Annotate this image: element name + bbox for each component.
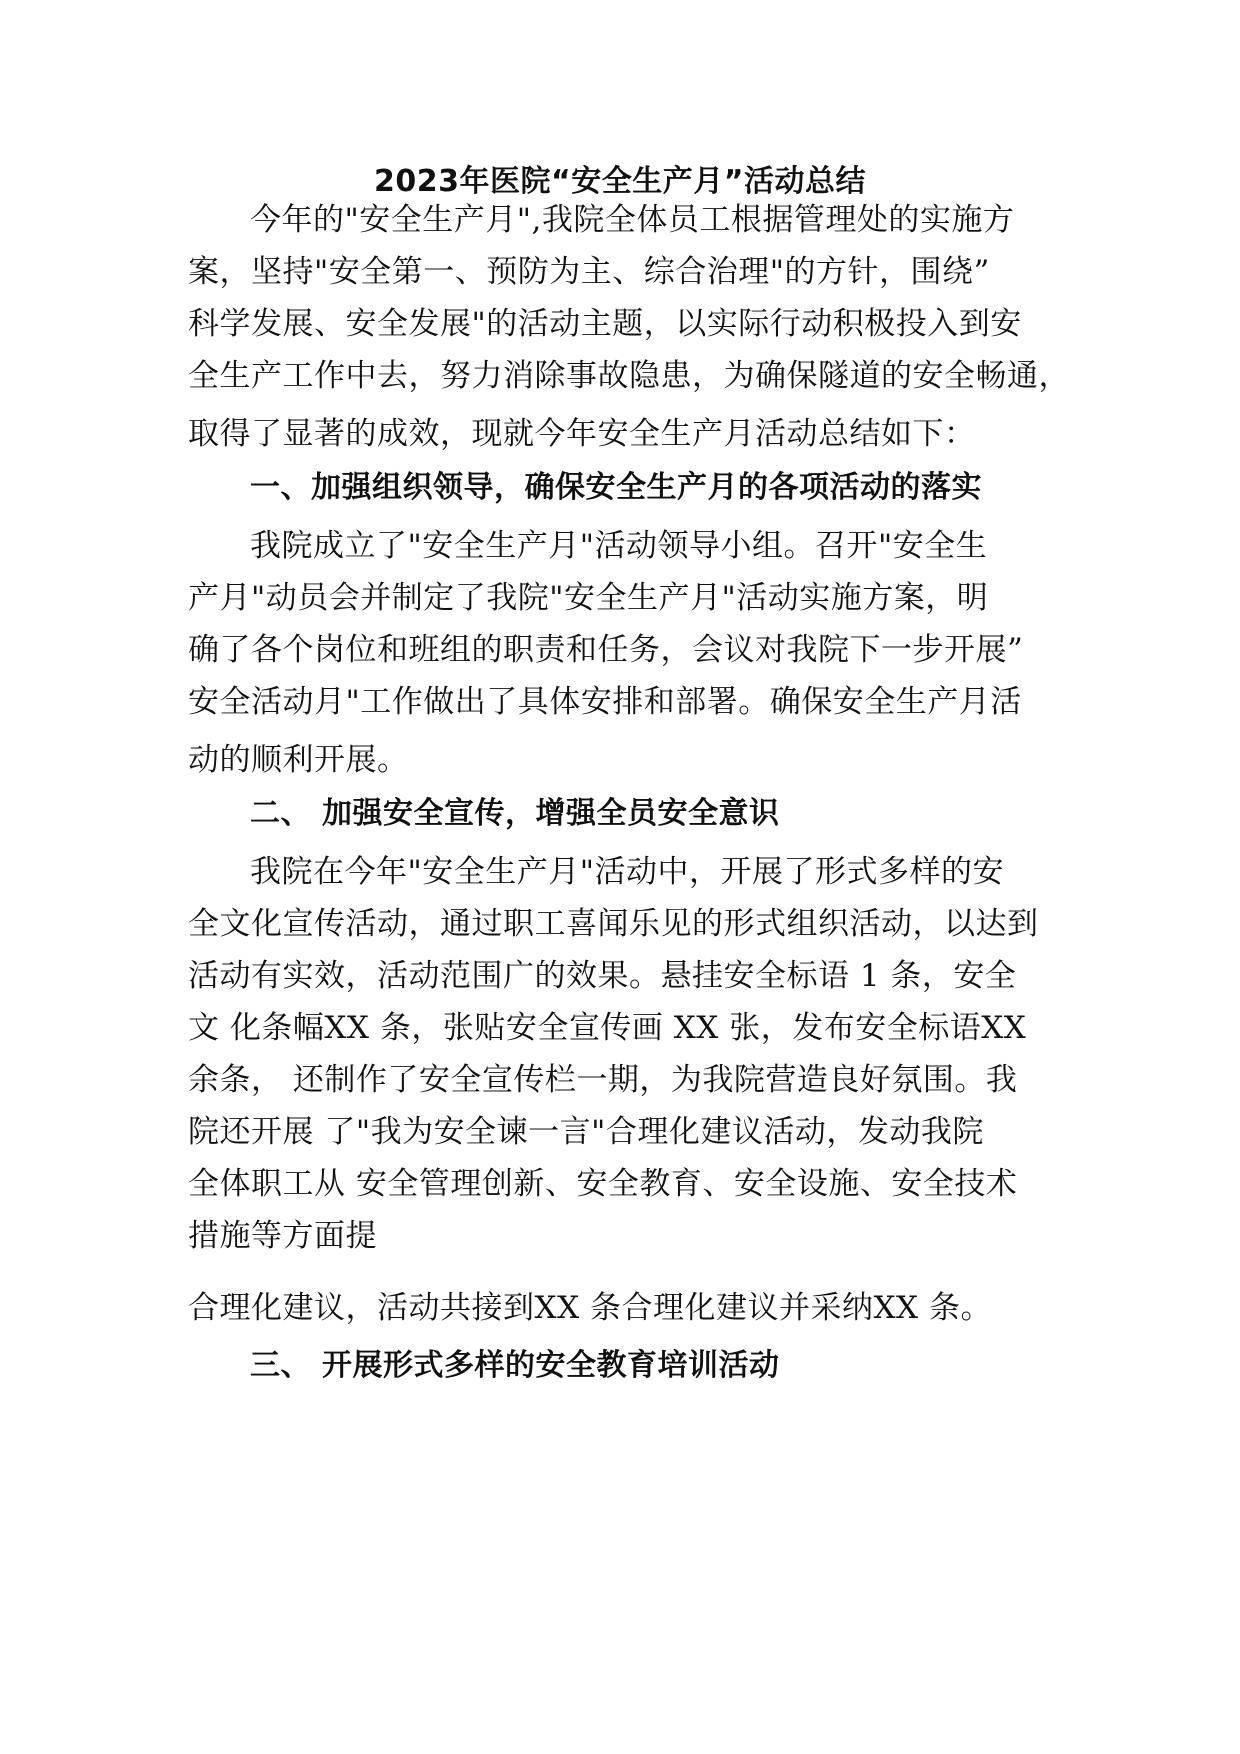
section-2-line-7: 全体职工从 安全管理创新、安全教育、安全设施、安全技术 [188,1166,1018,1202]
section-1-line-1: 我院成立了"安全生产月"活动领导小组。召开"安全生 [250,528,988,564]
intro-line-2: 案，坚持"安全第一、预防为主、综合治理"的方针，围绕” [188,254,990,290]
section-1-line-4: 安全活动月"工作做出了具体安排和部署。确保安全生产月活 [188,684,1022,720]
section-2-line-5: 余条， 还制作了安全宣传栏一期，为我院营造良好氛围。我 [188,1062,1018,1098]
document-title: 2023年医院“安全生产月”活动总结 [374,164,866,199]
intro-line-5: 取得了显著的成效，现就今年安全生产月活动总结如下： [188,416,976,452]
section-2-line-2: 全文化宣传活动，通过职工喜闻乐见的形式组织活动，以达到 [188,906,1039,942]
section-1-line-3: 确了各个岗位和班组的职责和任务，会议对我院下一步开展” [188,632,1024,668]
intro-line-4: 全生产工作中去，努力消除事故隐患，为确保隧道的安全畅通， [188,358,1070,394]
intro-line-3: 科学发展、安全发展"的活动主题，以实际行动积极投入到安 [188,306,1022,342]
section-2-heading: 二、 加强安全宣传，增强全员安全意识 [250,796,780,831]
section-2-line-1: 我院在今年"安全生产月"活动中，开展了形式多样的安 [250,854,1005,890]
section-2-line-8: 措施等方面提 [188,1218,377,1254]
intro-line-1: 今年的"安全生产月",我院全体员工根据管理处的实施方 [250,202,1015,238]
section-2-line-4: 文 化条幅XX 条，张贴安全宣传画 XX 张，发布安全标语XX [188,1010,1027,1046]
section-1-heading: 一、加强组织领导，确保安全生产月的各项活动的落实 [250,470,982,505]
section-2-line-3: 活动有实效，活动范围广的效果。悬挂安全标语 1 条，安全 [188,958,1017,994]
section-1-line-2: 产月"动员会并制定了我院"安全生产月"活动实施方案，明 [188,580,989,616]
section-3-heading: 三、 开展形式多样的安全教育培训活动 [250,1348,780,1383]
section-2-line-9: 合理化建议，活动共接到XX 条合理化建议并采纳XX 条。 [188,1290,992,1326]
section-1-line-5: 动的顺利开展。 [188,742,409,778]
section-2-line-6: 院还开展 了"我为安全谏一言"合理化建议活动，发动我院 [188,1114,984,1150]
